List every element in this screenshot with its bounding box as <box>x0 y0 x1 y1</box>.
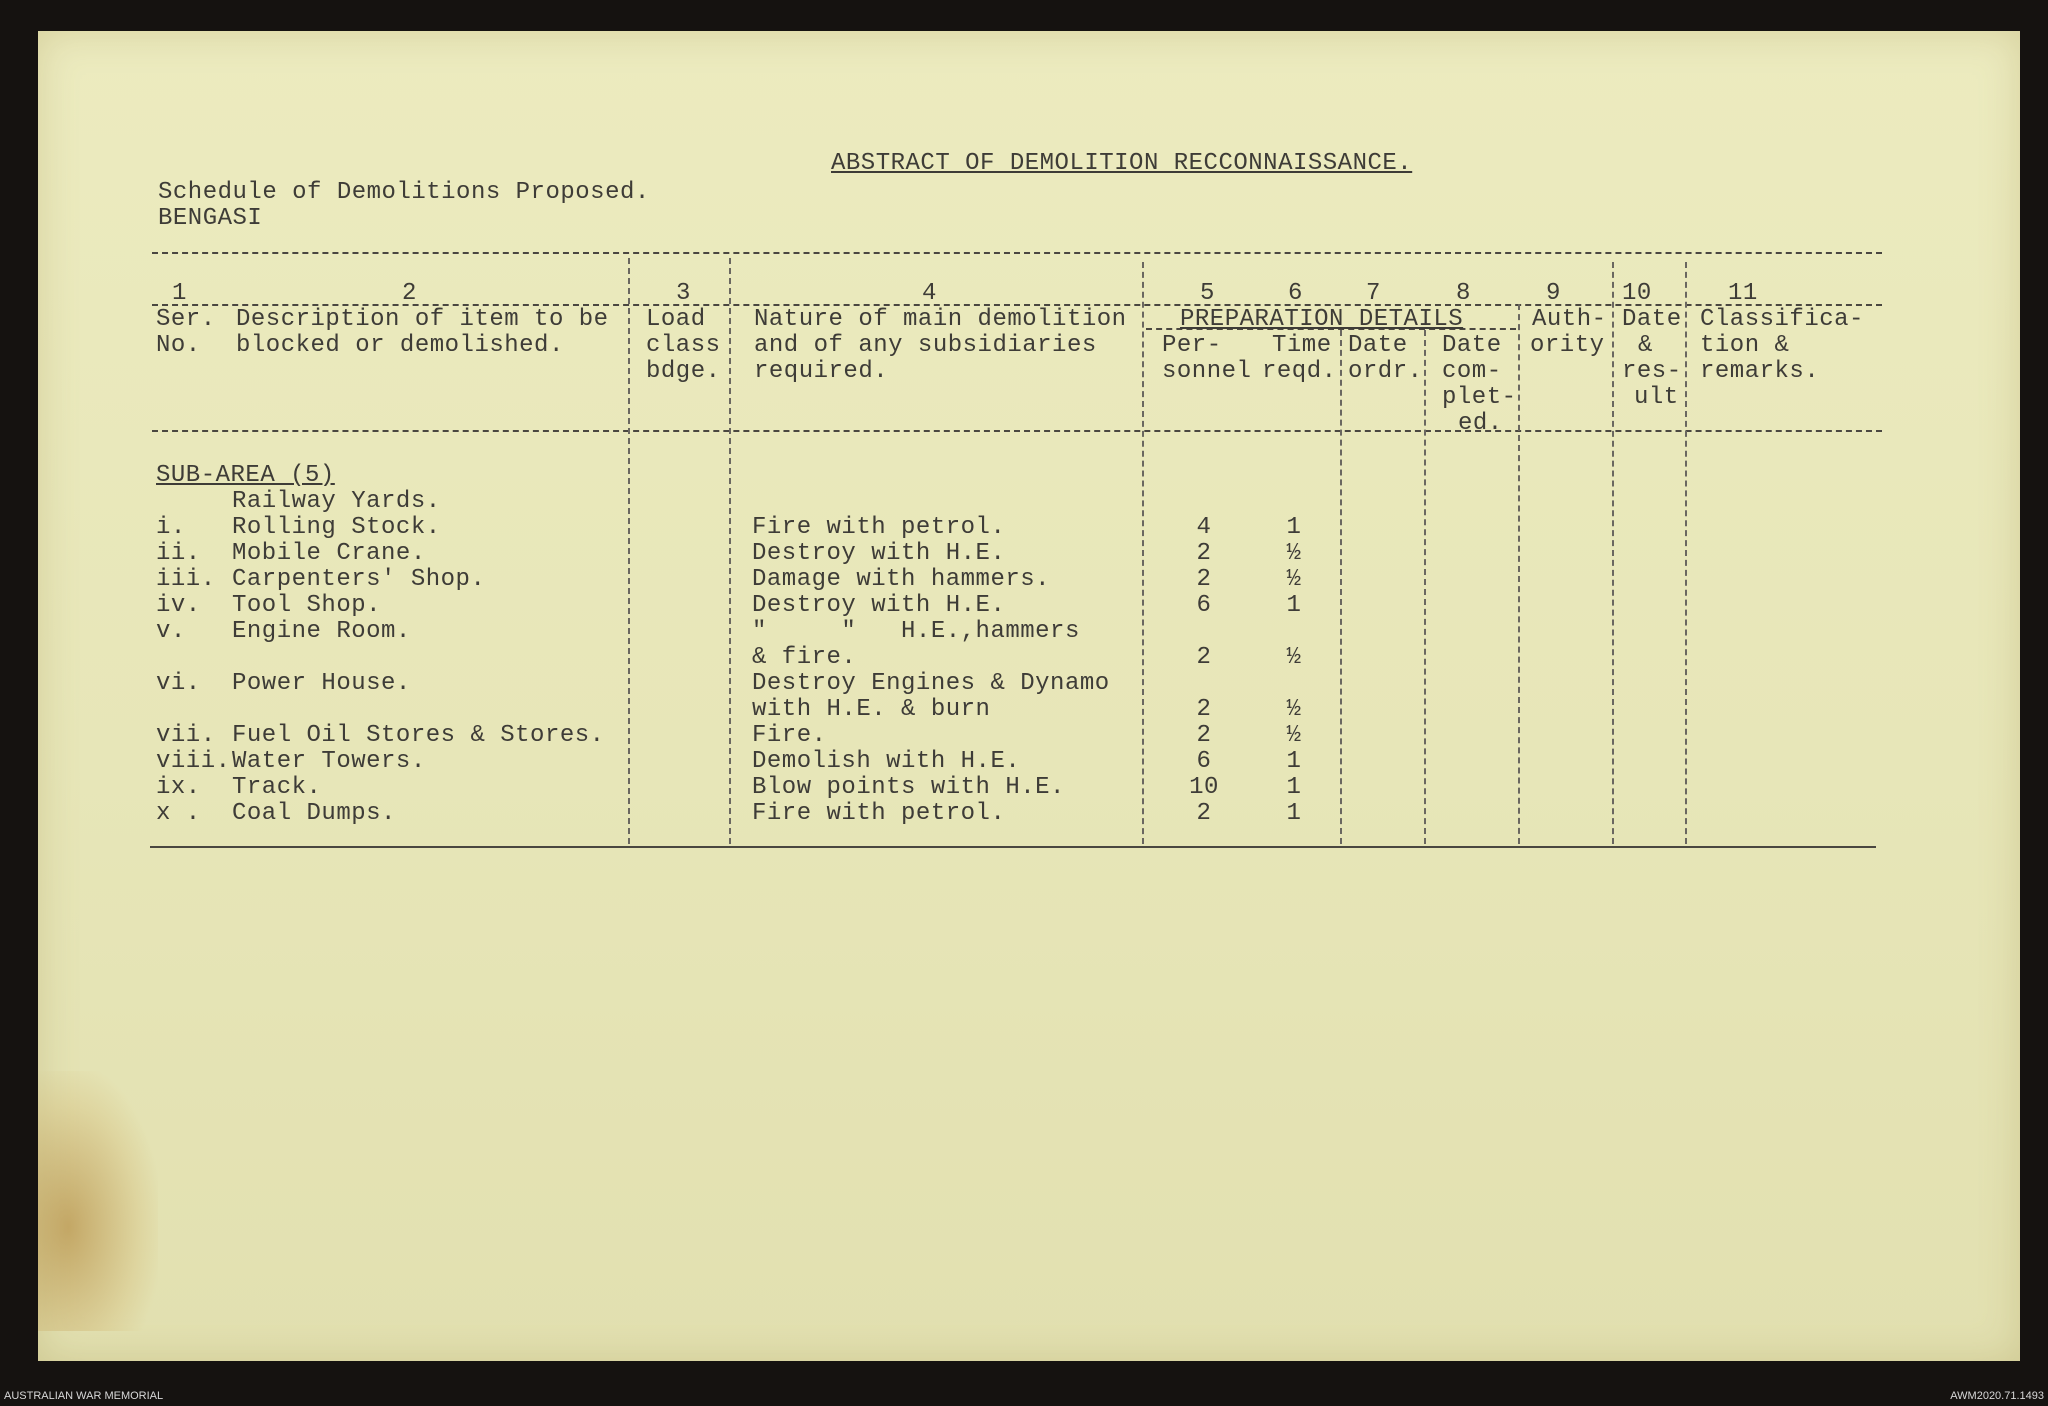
cell-personnel: 2 <box>1196 800 1212 827</box>
cell-ser: vii. <box>156 722 216 749</box>
header-col11-line1: Classifica- <box>1700 306 1864 333</box>
header-col5-line1: Per- <box>1162 332 1222 359</box>
archive-credit: AUSTRALIAN WAR MEMORIAL <box>4 1390 164 1402</box>
cell-item: Water Towers. <box>232 748 426 775</box>
cell-nature: Fire. <box>752 722 827 749</box>
header-col3-line2: class <box>646 332 721 359</box>
section-subheading: Railway Yards. <box>232 488 441 515</box>
cell-time: 1 <box>1286 592 1302 619</box>
header-col8-line2: com- <box>1442 358 1502 385</box>
header-col7-line2: ordr. <box>1348 358 1423 385</box>
column-number-2: 2 <box>402 280 417 307</box>
cell-ser: iii. <box>156 566 216 593</box>
header-col11-line2: tion & <box>1700 332 1790 359</box>
cell-time: 1 <box>1286 748 1302 775</box>
cell-time: ½ <box>1286 696 1302 723</box>
header-col1-line1: Ser. <box>156 306 216 333</box>
header-col10-line1: Date <box>1622 306 1682 333</box>
cell-personnel: 2 <box>1196 722 1212 749</box>
column-number-11: 11 <box>1728 280 1758 307</box>
column-number-6: 6 <box>1288 280 1303 307</box>
cell-nature: Blow points with H.E. <box>752 774 1065 801</box>
table-top-rule <box>152 252 1882 254</box>
paper-stain <box>38 1071 158 1331</box>
column-number-3: 3 <box>676 280 691 307</box>
cell-nature: Demolish with H.E. <box>752 748 1021 775</box>
cell-item: Coal Dumps. <box>232 800 396 827</box>
cell-nature: Destroy Engines & Dynamo <box>752 670 1110 697</box>
header-col9-line2: ority <box>1530 332 1605 359</box>
header-col7-line1: Date <box>1348 332 1408 359</box>
column-divider-3-4 <box>729 258 731 844</box>
header-preparation-details: PREPARATION DETAILS <box>1180 306 1464 333</box>
column-divider-9-10 <box>1612 262 1614 844</box>
cell-personnel: 4 <box>1196 514 1212 541</box>
cell-time: 1 <box>1286 514 1302 541</box>
cell-nature: " " H.E.,hammers <box>752 618 1080 645</box>
header-col10-line2: & <box>1638 332 1653 359</box>
cell-nature: Damage with hammers. <box>752 566 1051 593</box>
column-divider-7-8 <box>1424 330 1426 844</box>
header-col3-line1: Load <box>646 306 706 333</box>
cell-time: 1 <box>1286 800 1302 827</box>
cell-nature: Fire with petrol. <box>752 514 1006 541</box>
section-heading: SUB-AREA (5) <box>156 462 335 489</box>
cell-ser: ii. <box>156 540 201 567</box>
cell-ser: x . <box>156 800 201 827</box>
cell-ser: iv. <box>156 592 201 619</box>
cell-time: ½ <box>1286 722 1302 749</box>
header-col6-line2: reqd. <box>1262 358 1337 385</box>
header-col10-line3: res- <box>1622 358 1682 385</box>
cell-nature: with H.E. & burn <box>752 696 991 723</box>
cell-personnel: 2 <box>1196 540 1212 567</box>
cell-item: Rolling Stock. <box>232 514 441 541</box>
cell-item: Tool Shop. <box>232 592 382 619</box>
cell-nature: Fire with petrol. <box>752 800 1006 827</box>
cell-ser: viii. <box>156 748 231 775</box>
column-number-5: 5 <box>1200 280 1215 307</box>
cell-nature: Destroy with H.E. <box>752 540 1006 567</box>
cell-item: Track. <box>232 774 322 801</box>
header-col8-line3: plet- <box>1442 384 1517 411</box>
cell-item: Mobile Crane. <box>232 540 426 567</box>
cell-time: ½ <box>1286 540 1302 567</box>
cell-personnel: 2 <box>1196 644 1212 671</box>
column-number-1: 1 <box>172 280 187 307</box>
header-bottom-rule <box>152 430 1882 432</box>
header-col2-line1: Description of item to be <box>236 306 609 333</box>
cell-personnel: 10 <box>1189 774 1219 801</box>
column-number-7: 7 <box>1366 280 1381 307</box>
document-title: ABSTRACT OF DEMOLITION RECCONNAISSANCE. <box>831 150 1413 177</box>
header-col4-line2: and of any subsidiaries <box>754 332 1097 359</box>
cell-item: Fuel Oil Stores & Stores. <box>232 722 605 749</box>
cell-nature: & fire. <box>752 644 857 671</box>
cell-time: ½ <box>1286 644 1302 671</box>
column-divider-10-11 <box>1685 262 1687 844</box>
header-col11-line3: remarks. <box>1700 358 1820 385</box>
archive-reference: AWM2020.71.1493 <box>1950 1390 2044 1402</box>
column-number-10: 10 <box>1622 280 1652 307</box>
cell-ser: ix. <box>156 774 201 801</box>
cell-nature: Destroy with H.E. <box>752 592 1006 619</box>
header-col8-line4: ed. <box>1458 410 1503 437</box>
header-col2-line2: blocked or demolished. <box>236 332 564 359</box>
column-number-8: 8 <box>1456 280 1471 307</box>
header-col5-line2: sonnel <box>1162 358 1252 385</box>
cell-ser: vi. <box>156 670 201 697</box>
cell-item: Engine Room. <box>232 618 411 645</box>
document-place: BENGASI <box>158 205 263 232</box>
header-col9-line1: Auth- <box>1532 306 1607 333</box>
cell-ser: i. <box>156 514 186 541</box>
cell-personnel: 6 <box>1196 592 1212 619</box>
cell-personnel: 2 <box>1196 566 1212 593</box>
header-col10-line4: ult <box>1634 384 1679 411</box>
column-number-9: 9 <box>1546 280 1561 307</box>
column-number-4: 4 <box>922 280 937 307</box>
column-divider-4-5 <box>1142 262 1144 844</box>
header-col4-line1: Nature of main demolition <box>754 306 1127 333</box>
cell-item: Carpenters' Shop. <box>232 566 486 593</box>
column-divider-6-7 <box>1340 330 1342 844</box>
table-bottom-rule <box>150 846 1876 848</box>
header-col1-line2: No. <box>156 332 201 359</box>
cell-time: ½ <box>1286 566 1302 593</box>
cell-ser: v. <box>156 618 186 645</box>
header-col6-line1: Time <box>1272 332 1332 359</box>
column-divider-2-3 <box>628 258 630 844</box>
header-col3-line3: bdge. <box>646 358 721 385</box>
column-divider-8-9 <box>1518 304 1520 844</box>
cell-personnel: 6 <box>1196 748 1212 775</box>
header-col8-line1: Date <box>1442 332 1502 359</box>
cell-item: Power House. <box>232 670 411 697</box>
cell-personnel: 2 <box>1196 696 1212 723</box>
document-subtitle: Schedule of Demolitions Proposed. <box>158 179 650 206</box>
cell-time: 1 <box>1286 774 1302 801</box>
header-col4-line3: required. <box>754 358 889 385</box>
